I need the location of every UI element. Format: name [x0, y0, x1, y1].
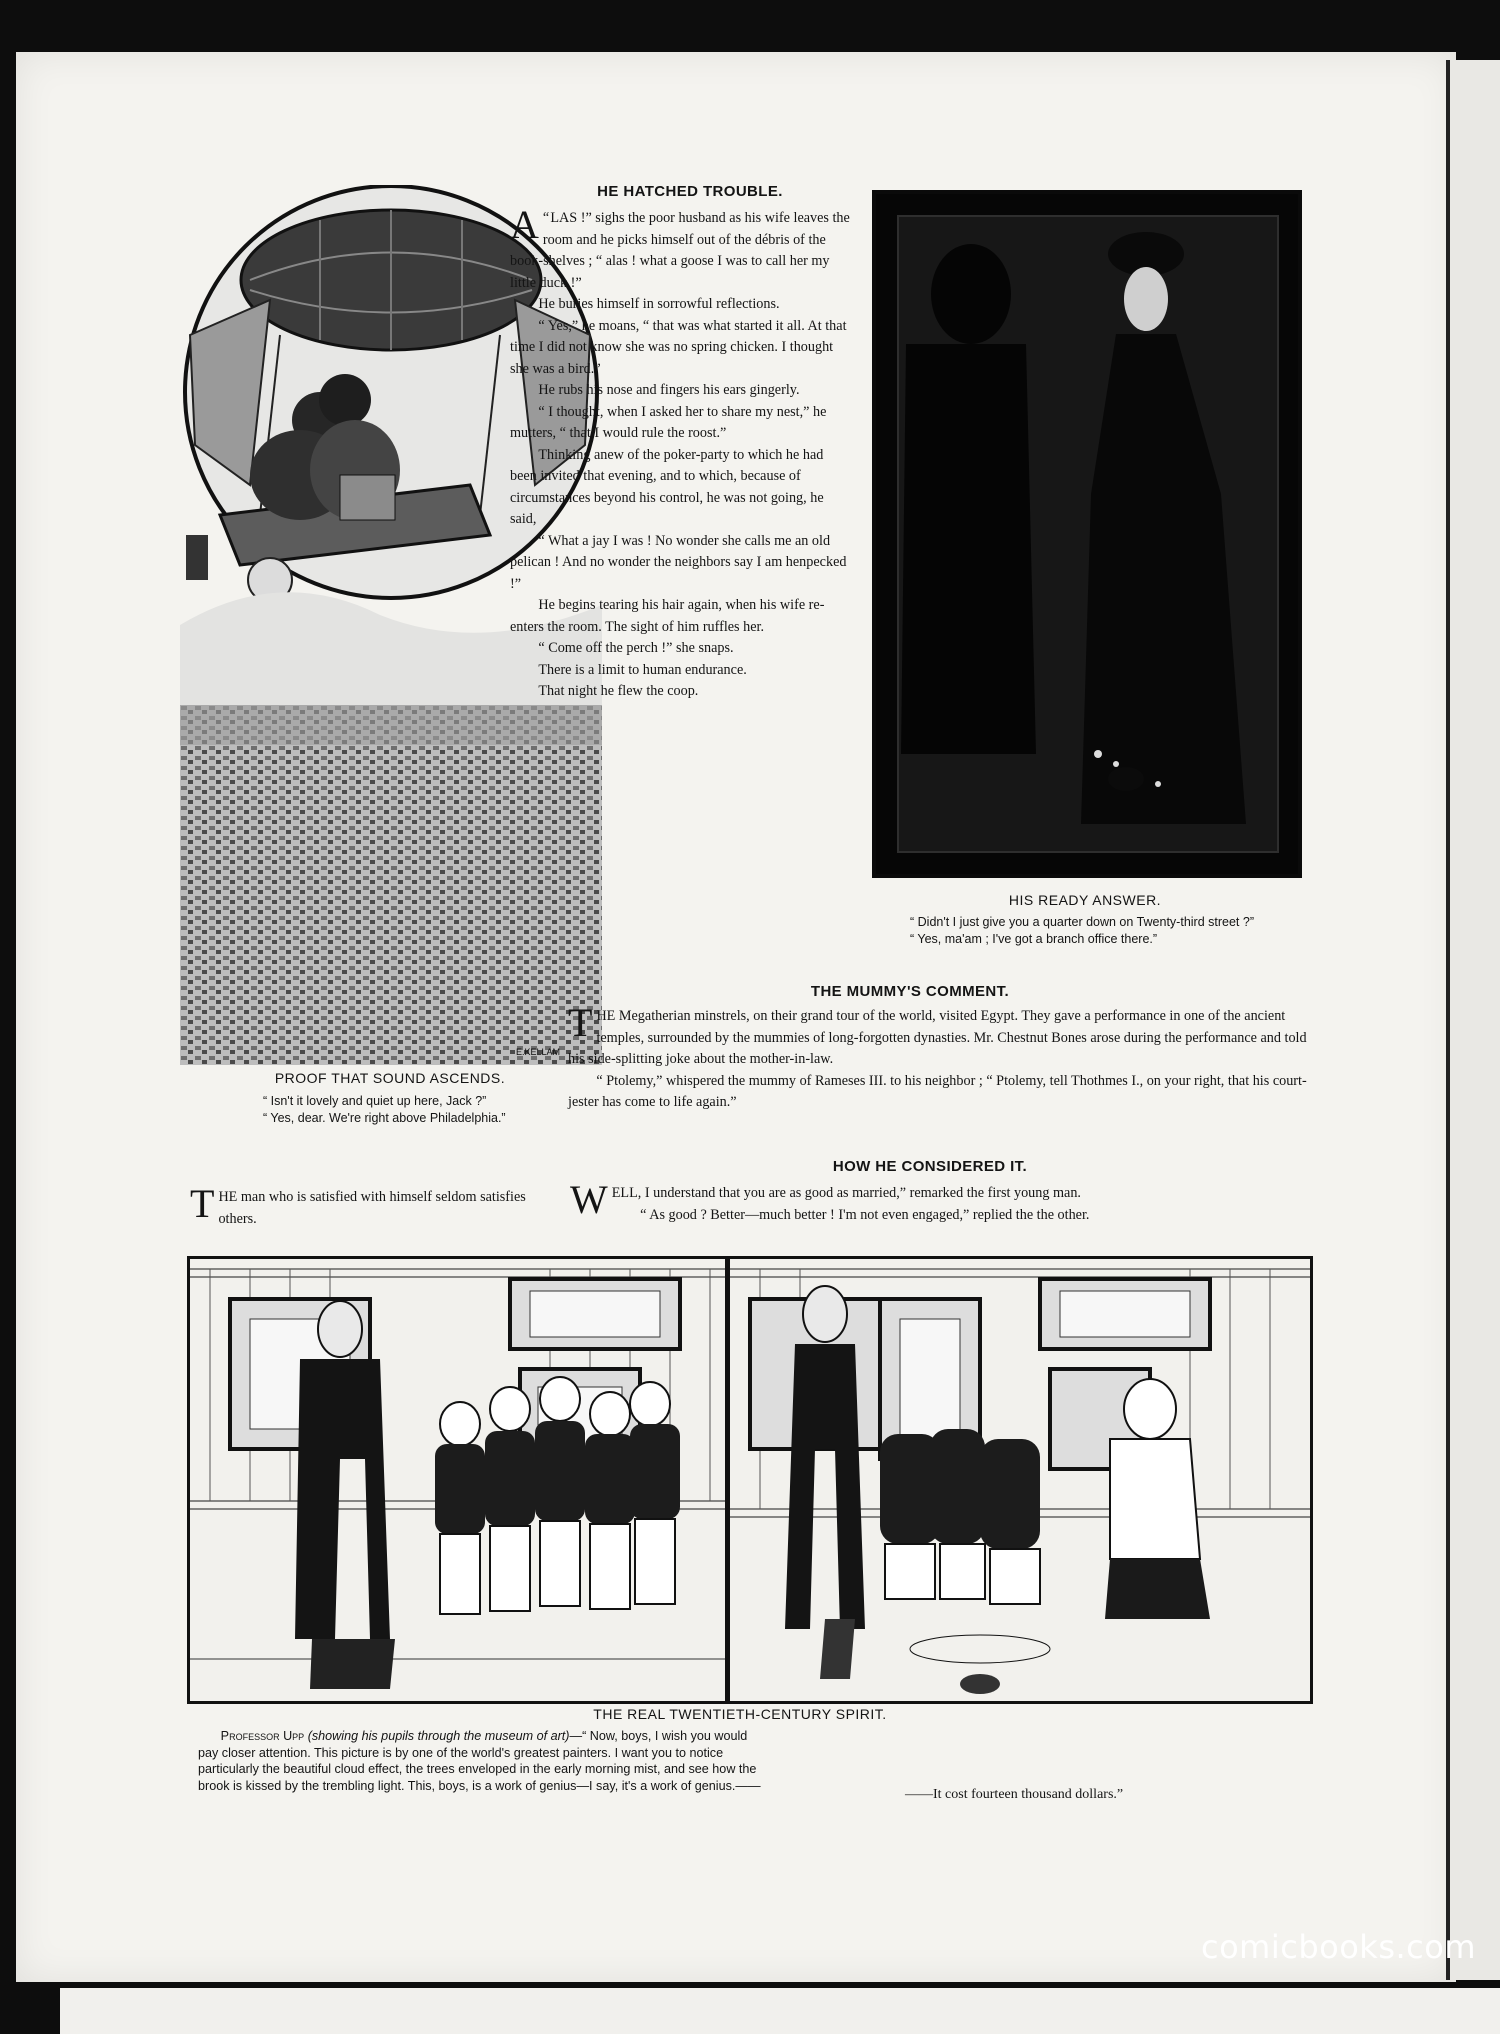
considered-dropcap: W [570, 1177, 608, 1222]
dialogue-line: “ Yes, dear. We're right above Philadelphia.” [263, 1111, 506, 1125]
paragraph: “ Come off the perch !” she snaps. [538, 640, 734, 656]
mummy-dropcap: T [568, 1000, 593, 1045]
satisfied-filler [190, 1181, 552, 1230]
paragraph: “ LAS !” sighs the poor husband as his wife leaves the room and he picks himself out of the débris of the book-shelves ; “ alas ! what a goose I was to call her my little duck !” [510, 210, 850, 291]
paragraph: “ Ptolemy,” whispered the mummy of Rameses III. to his neighbor ; “ Ptolemy, tell Thothmes I., on your right, that his court-jester has come to life again.” [568, 1072, 1307, 1110]
speaker-name: Professor Upp [220, 1729, 305, 1743]
paragraph: “ Yes,” he moans, “ that was what started it all. At that time I did not know she was no spring chicken. I thought she was a bird.” [510, 317, 847, 377]
museum-panel-left [187, 1256, 728, 1704]
paragraph: He rubs his nose and fingers his ears gingerly. [538, 382, 800, 398]
paragraph: He begins tearing his hair again, when his wife re-enters the room. The sight of him ruffles her. [510, 597, 825, 635]
dialogue-line: ELL, I understand that you are as good as married,” remarked the first young man. [611, 1185, 1081, 1201]
paragraph: He buries himself in sorrowful reflections. [538, 296, 780, 312]
filler-text: HE man who is satisfied with himself seldom satisfies others. [218, 1189, 526, 1227]
adjacent-page-edge [1446, 60, 1500, 1980]
twentieth-title: THE REAL TWENTIETH-CENTURY SPIRIT. [593, 1706, 887, 1722]
twentieth-speech [198, 1728, 768, 1794]
balloon-caption-dialogue [238, 1093, 548, 1127]
woman-and-man-illustration [872, 190, 1302, 878]
stage-direction: (showing his pupils through the museum of art) [307, 1729, 570, 1743]
site-watermark: comicbooks.com [1200, 1928, 1476, 1966]
paragraph: “ I thought, when I asked her to share my nest,” he mutters, “ that I would rule the roost.” [510, 403, 827, 441]
artist-signature: E.KELLAM [515, 1047, 560, 1057]
dialogue-line: “ Yes, ma'am ; I've got a branch office there.” [910, 932, 1158, 946]
dialogue-line: “ Didn't I just give you a quarter down on Twenty-third street ?” [910, 915, 1254, 929]
hatched-trouble-title: HE HATCHED TROUBLE. [597, 183, 783, 200]
paragraph: That night he flew the coop. [538, 683, 699, 699]
dialogue-line: “ As good ? Better—much better ! I'm not even engaged,” replied the the other. [640, 1206, 1090, 1223]
twentieth-punchline: ——It cost fourteen thousand dollars.” [905, 1787, 1124, 1802]
paragraph: HE Megatherian minstrels, on their grand tour of the world, visited Egypt. They gave a performance in one of the ancient temples, surrounded by the mummies of long-forgotten dynasties. Mr. Chestnut Bones arose during the performance and told his side-splitting joke about the mother-in-law. [568, 1008, 1307, 1067]
mummy-title: THE MUMMY'S COMMENT. [810, 983, 1010, 1000]
satisfied-dropcap: T [190, 1181, 215, 1226]
paragraph: “ What a jay I was ! No wonder she calls me an old pelican ! And no wonder the neighbors say I am henpecked !” [510, 532, 847, 592]
considered-story [570, 1177, 1310, 1226]
balloon-caption-title: PROOF THAT SOUND ASCENDS. [274, 1070, 506, 1086]
mummy-story [568, 1000, 1310, 1114]
hatched-trouble-story [510, 202, 850, 703]
museum-panel-right [727, 1256, 1313, 1704]
paragraph: Thinking anew of the poker-party to which he had been invited that evening, and to which, because of circumstances beyond his control, he was not going, he said, [510, 446, 824, 527]
hatched-trouble-dropcap: A [510, 202, 539, 247]
paragraph: There is a limit to human endurance. [538, 661, 747, 678]
ready-answer-title: HIS READY ANSWER. [1008, 892, 1162, 908]
page-bottom-margin [60, 1988, 1500, 2034]
speech-text: —“ Now, boys, I wish you would pay closer attention. This picture is by one of the world's greatest painters. I want you to notice particularly the beautiful cloud effect, the trees enveloped in the early morning mist, and see how the brook is kissed by the trembling light. This, boys, is a work of genius—I say, it's a work of genius.—— [198, 1729, 761, 1793]
dialogue-line: “ Isn't it lovely and quiet up here, Jack ?” [263, 1094, 487, 1108]
considered-title: HOW HE CONSIDERED IT. [832, 1158, 1028, 1175]
ready-answer-dialogue [885, 914, 1315, 948]
